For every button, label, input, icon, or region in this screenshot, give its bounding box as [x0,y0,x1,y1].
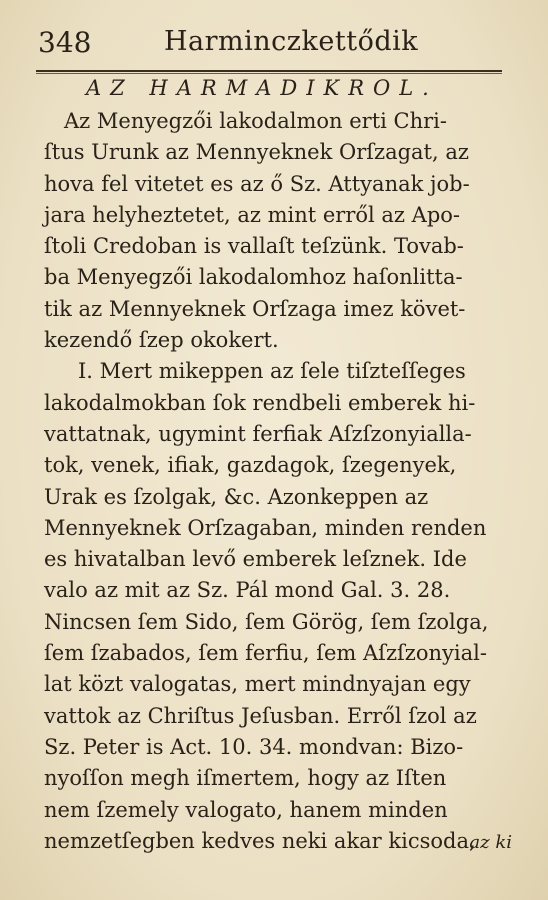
text-line: tik az Mennyeknek Orſzaga imez követ- [44,296,466,321]
text-line: lakodalmokban ſok rendbeli emberek hi- [44,390,476,415]
header-rule-thin [36,73,502,74]
text-line: hova fel vitetet es az ő Sz. Attyanak job- [44,171,470,196]
text-line: es hivatalban levő emberek leſznek. Ide [44,547,467,572]
text-line: I. Mert mikeppen az ſele tiſzteſſeges [78,359,466,384]
page-header [30,22,500,66]
text-line: Nincsen ſem Sido, ſem Görög, ſem ſzolga, [44,609,489,634]
page-number: 348 [38,26,92,59]
text-line: vattatnak, ugymint ferfiak Aſzſzonyialla- [44,421,472,446]
text-line: valo az mit az Sz. Pál mond Gal. 3. 28. [44,578,451,603]
text-line: Az Menyegzői lakodalmon erti Chri- [64,109,447,133]
header-rule [36,70,502,72]
text-line: Urak es ſzolgak, &c. Azonkeppen az [44,484,429,509]
text-line: tok, venek, ifiak, gazdagok, ſzegenyek, [44,453,457,478]
text-line: ſtoli Credoban is vallaſt teſzünk. Tovab- [44,234,464,259]
text-line: kezendő ſzep okokert. [44,328,279,353]
text-line: Mennyeknek Orſzagaban, minden renden [44,515,487,540]
text-line: Sz. Peter is Act. 10. 34. mondvan: Bizo- [44,734,464,759]
section-heading: AZ HARMADIKROL. [86,76,438,100]
text-line: ſem ſzabados, ſem ferfiu, ſem Aſzſzonyial- [44,641,487,666]
text-line: ſtus Urunk az Mennyeknek Orſzagat, az [44,140,469,165]
text-line: lat közt valogatas, mert mindnyajan egy [44,672,471,697]
running-title: Harminczkettődik [164,26,419,57]
text-line: jara helyheztetet, az mint erről az Apo- [44,202,461,227]
text-line: nem ſzemely valogato, hanem minden [44,797,448,822]
catchword: az ki [469,832,512,853]
text-line: vattok az Chriſtus Jeſusban. Erről ſzol az [44,703,477,728]
body-text [44,106,514,857]
text-line: nyoſſon megh iſmertem, hogy az Iſten [44,766,447,791]
text-line: nemzetſegben kedves neki akar kicsoda, [44,828,476,853]
text-line: ba Menyegzői lakodalomhoz haſonlitta- [44,265,463,290]
